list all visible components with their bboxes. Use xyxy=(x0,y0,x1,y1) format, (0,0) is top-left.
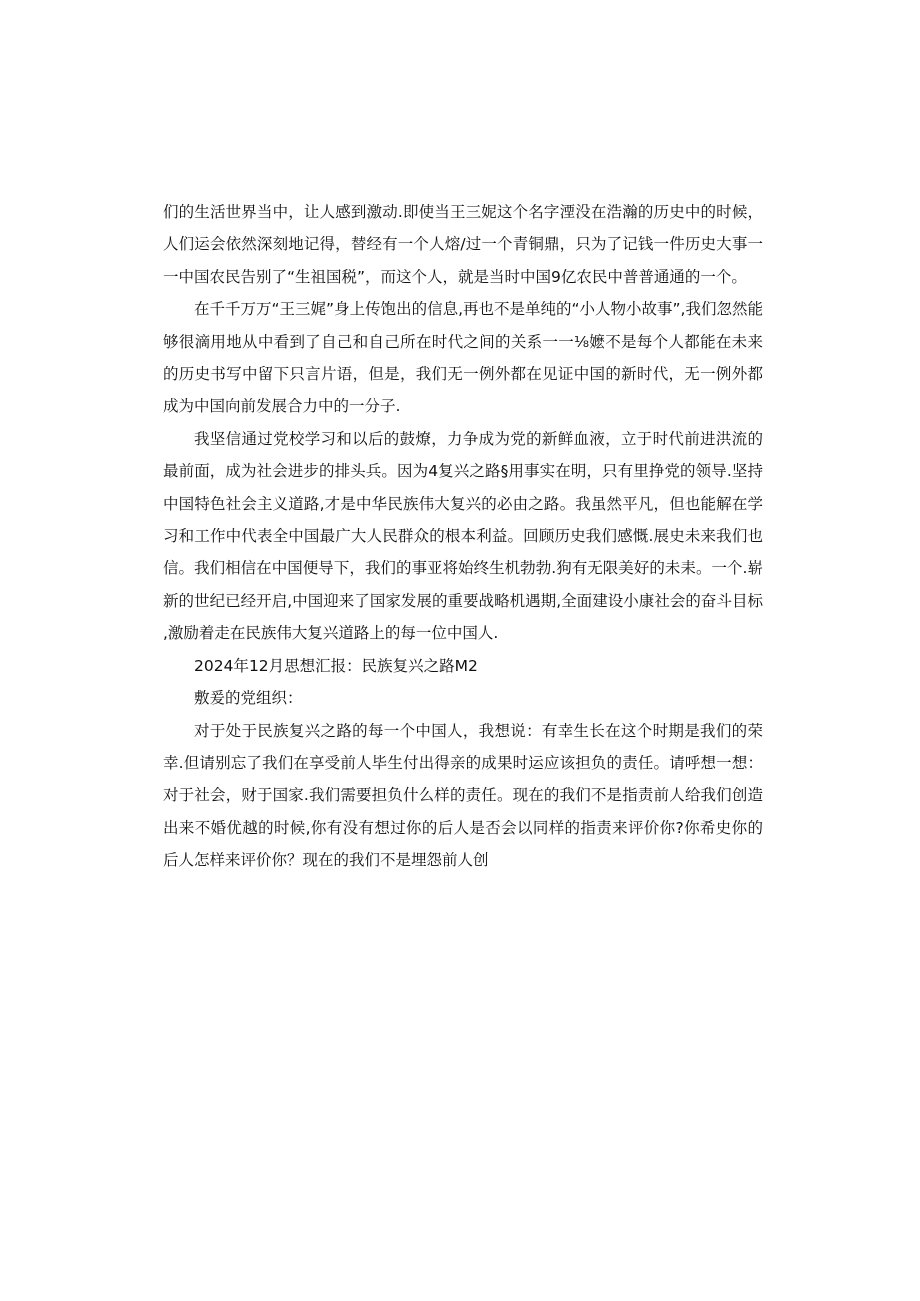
paragraph-6: 对于处于民族复兴之路的每一个中国人，我想说：有幸生长在这个时期是我们的荣幸.但请别忘了我们在享受前人毕生付出得亲的成果时运应该担负的责任。请呼想一想：对于社会，财于国家.我们需要担负什么样的责任。现在的我们不是指责前人给我们创造出来不婚优越的时候,你有没有想过你的后人是否会以同样的指责来评价你?你希史你的后人怎样来评价你？现在的我们不是埋怨前人创 xyxy=(163,721,763,870)
paragraph-1: 们的生活世界当中，让人感到激动.即使当王三妮这个名字湮没在浩瀚的历史中的时候，人们运会依然深刻地记得，替经有一个人熔/过一个青铜鼎，只为了记钱一件历史大事一一中国农民告别了“生祖国税”，而这个人，就是当时中国9亿农民中普普通通的一个。 xyxy=(163,203,763,286)
paragraph-2: 在千千万万“王三娓”身上传饱出的信息,再也不是单纯的“小人物小故事”,我们忽然能够很滴用地从中看到了自己和自己所在时代之间的关系一一⅛嬷不是每个人都能在未来的历史书写中留下只言片语，但是，我们无一例外都在见证中国的新时代，无一例外都成为中国向前发展合力中的一分子. xyxy=(163,300,763,416)
paragraph-3: 我坚信通过党校学习和以后的鼓燎，力争成为党的新鲜血液，立于时代前进洪流的最前面，成为社会进步的排头兵。因为4复兴之路§用事实在明，只有里挣党的领导.坚持中国特色社会主义道路,才是中华民族伟大复兴的必由之路。我虽然平凡，但也能解在学习和工作中代表全中国最广大人民群众的根本利益。回顾历史我们感慨.展史未来我们也信。我们相信在中国便导下，我们的事亚将始终生机勃勃.狗有无限美好的未耒。一个.崭新的世纪已经开启,中国迎来了国家发展的重要战略机遇期,全面建设小康社会的奋斗目标,激励着走在民族伟大复兴道路上的每一位中国人. xyxy=(163,429,763,643)
document-body xyxy=(163,196,763,877)
report-title-line: 2024年12月思想汇报：民族复兴之路M2 xyxy=(194,656,478,675)
salutation: 敷爰的党组织： xyxy=(194,689,303,708)
